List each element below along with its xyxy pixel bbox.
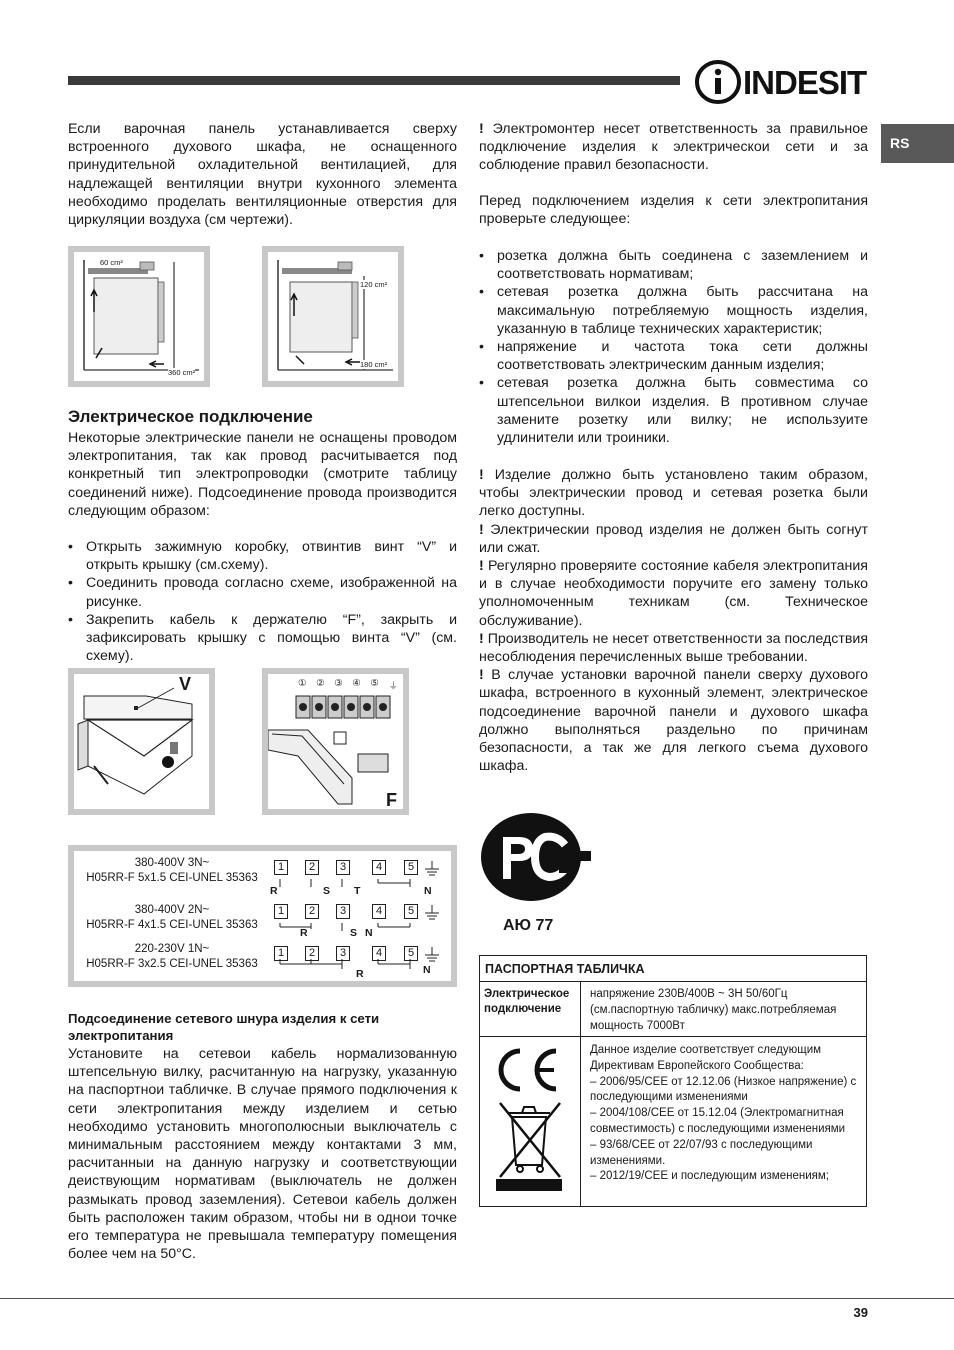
terminal-box-figure: [68, 668, 215, 815]
wiring-row-3-label: 220-230V 1N~ H05RR-F 3x2.5 CEI-UNEL 35363: [86, 943, 258, 970]
terminal-row-1: 1 2 3 4 5: [274, 860, 444, 874]
list-item: • Закрепить кабель к держателю “F”, закрыть и зафиксировать крышку с помощью винта “V” (см. схему).: [68, 611, 457, 666]
check-intro: Перед подключением изделия к сети электропитания проверьте следующее:: [479, 193, 868, 228]
warnings: [479, 466, 868, 775]
footer-line: [0, 1298, 954, 1299]
list-item: • розетка должна быть соединена с заземлением и соответствовать нормативам;: [479, 247, 868, 283]
page-number: 39: [853, 1305, 868, 1320]
directives-text: Данное изделие соответствует следующим Директивам Европейского Сообщества: – 2006/95/CEE от 12.12.06 (Низкое напряжение) с последующими изменениями – 2004/108/CEE от 15.12.04 (Электромагнитная совместимость) с последующими изменениями – 93/68/CEE от 22/07/93 с последующими изменениями. – 2012/19/CEE и последующим изменениям;: [590, 1044, 857, 1183]
terminal-block-figure: [262, 668, 409, 815]
intro-paragraph: Если варочная панель устанавливается сверху встроенного духового шкафа, не оснащенного принудительной охладительной вентилацией, для надлежащей вентиляции внутри кухонного элемента необходимо проделать вентиляционные отверстия для циркуляции воздуха (см чертежи).: [68, 121, 457, 229]
electrical-connection-value: напряжение 230В/400В ~ 3Н 50/60Гц (см.паспортную табличку) макс.потребляемая мощность 7000Вт: [590, 988, 837, 1032]
vent-label-180: 180 cm²: [360, 360, 388, 369]
rating-plate-table: [479, 955, 867, 1207]
vent-label-120: 120 cm²: [360, 280, 388, 289]
list-item: • Соединить провода согласно схеме, изображенной на рисунке.: [68, 574, 457, 610]
indesit-logo: [694, 60, 870, 104]
brand-name: INDESIT: [743, 64, 867, 101]
screw-label-v: V: [179, 674, 192, 694]
cord-body: Установите на сетевои кабель нормализованную штепсельную вилку, расчитанную на нагрузку, указанную на паспортнои табличке. В случае прямого подключения к сети электропитания между изделием и сетью необходимо установить многополюсныи выключатель с минимальным расстоянием между контактами 3 мм, расчитанныи на данную нагрузку и соответствующии деиствующим нормативам (выключатель не должен размыкать провод заземления). Сетевои кабель должен быть расположен таким образом, чтобы ни в однои точке его температура не превышала температуру помещения более чем на 50°С.: [68, 1046, 457, 1263]
ce-weee-marks: [480, 1037, 581, 1206]
electrical-body: Некоторые электрические панели не оснащены проводом электропитания, так как провод расчитывается под конкретный тип электропроводки (смотрите таблицу соединений ниже). Подсоединение провода производится следующим образом:: [68, 430, 457, 519]
wiring-row-1-label: 380-400V 3N~ H05RR-F 5x1.5 CEI-UNEL 35363: [86, 857, 258, 884]
warning-item: ! Изделие должно быть установлено таким образом, чтобы электрическии провод и сетевая розетка были легко доступны.: [479, 467, 868, 520]
ce-mark-icon: [501, 1051, 556, 1089]
list-item: • сетевая розетка должна быть совместима со штепсельнои вилкои изделия. В противном случае замените розетку или вилку; не используите удлинители или троиники.: [479, 374, 868, 447]
rst-certification-icon: [479, 811, 591, 903]
warning-item: ! Производитель не несет ответственности за последствия несоблюдения перечисленных выше требовании.: [479, 630, 868, 666]
wiring-row-2-label: 380-400V 2N~ H05RR-F 4x1.5 CEI-UNEL 35363: [86, 904, 258, 931]
warning-item: ! Регулярно проверяите состояние кабеля электропитания и в случае необходимости поручите его замену только уполномоченным техникам (см. Техническое обслуживание).: [479, 558, 868, 629]
terminal-row-2: 1 2 3 4 5: [274, 904, 444, 918]
vent-figure-right: [262, 246, 404, 387]
wiring-diagram: 380-400V 3N~ H05RR-F 5x1.5 CEI-UNEL 35363 380-400V 2N~ H05RR-F 4x1.5 CEI-UNEL 35363 220-230V 1N~ H05RR-F 3x2.5 CEI-UNEL 35363 1 2 3 4 5 R S T N 1 2 3 4 5 R S N 1 2 3 4 5 R N: [68, 845, 457, 987]
check-list: [479, 247, 868, 447]
header-bar: [68, 76, 680, 85]
electrical-title: Электрическое подключение: [68, 407, 313, 426]
cord-title: Подсоединение сетевого шнура изделия к сети электропитания: [68, 1011, 380, 1043]
vent-figure-left: [68, 246, 210, 387]
list-item: • напряжение и частота тока сети должны соответствовать электрическим данным изделия;: [479, 338, 868, 374]
rating-plate-title: ПАСПОРТНАЯ ТАБЛИЧКА: [480, 956, 866, 982]
electrician-note: ! Электромонтер несет ответственность за правильное подключение изделия к электрическои сети и за соблюдение правил безопасности.: [479, 121, 868, 174]
vent-label-360: 360 cm²: [168, 368, 196, 377]
list-item: • Открыть зажимную коробку, отвинтив винт “V” и открыть крышку (см.схему).: [68, 538, 457, 574]
terminal-numbers: ① ② ③ ④ ⑤ ⏚: [298, 678, 398, 692]
vent-label-60: 60 cm²: [100, 258, 123, 267]
list-item: • сетевая розетка должна быть рассчитана на максимальную потребляемую мощность изделия, указанную в таблице технических характеристик;: [479, 283, 868, 338]
electrical-connection-label: Электрическое подключение: [480, 982, 581, 1037]
warning-item: ! Электрическии провод изделия не должен быть согнут или сжат.: [479, 521, 869, 556]
electrical-steps: [68, 538, 457, 665]
language-tab: RS: [881, 124, 954, 163]
weee-bin-icon: [500, 1103, 560, 1177]
holder-label-f: F: [386, 790, 397, 810]
cert-code: АЮ 77: [503, 917, 554, 934]
warning-item: ! В случае установки варочной панели сверху духового шкафа, встроенного в кухонный элемент, электрическое подсоединение варочной панели и духового шкафа должно выполняться раздельно по причинам безопасности, а так же для легкого съема духового шкафа.: [479, 667, 868, 775]
terminal-row-3: 1 2 3 4 5: [274, 946, 444, 960]
